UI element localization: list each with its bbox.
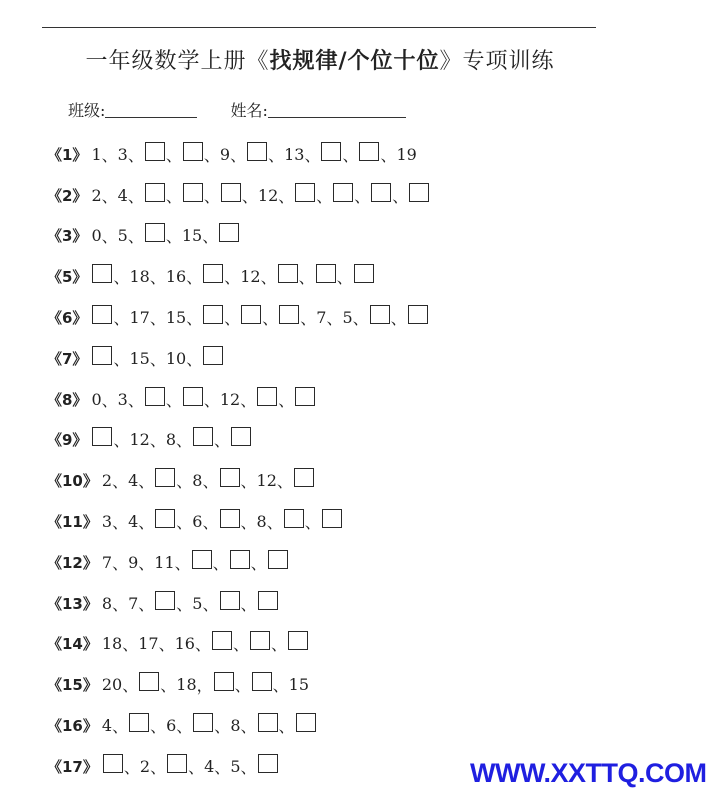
separator: 、 xyxy=(123,757,140,777)
answer-box[interactable] xyxy=(220,468,240,487)
sequence-number: 8 xyxy=(256,512,267,532)
separator: 、 xyxy=(272,676,289,696)
separator: 、 xyxy=(234,676,251,696)
sequence-number: 4 xyxy=(204,756,215,776)
sequence-number: 15 xyxy=(288,675,310,695)
separator: 、 xyxy=(266,513,283,533)
answer-box[interactable] xyxy=(145,142,165,161)
separator: 、 xyxy=(101,145,118,165)
answer-box[interactable] xyxy=(203,264,223,283)
separator: 、 xyxy=(240,717,257,737)
sequence-number: 12 xyxy=(129,430,150,450)
exercise-row xyxy=(47,583,607,624)
separator: 、 xyxy=(112,553,129,573)
separator: 、 xyxy=(138,594,155,614)
answer-box[interactable] xyxy=(183,387,203,406)
separator: 、 xyxy=(174,553,191,573)
answer-box[interactable] xyxy=(193,427,213,446)
answer-box[interactable] xyxy=(409,183,429,202)
answer-box[interactable] xyxy=(231,427,251,446)
sequence-number: 16 xyxy=(165,267,187,287)
separator: 、 xyxy=(149,349,166,369)
separator: 、 xyxy=(112,594,129,614)
answer-box[interactable] xyxy=(145,387,165,406)
sequence-number: 2 xyxy=(91,185,102,205)
sequence-number: 9 xyxy=(219,144,231,164)
sequence-number: 9 xyxy=(128,552,139,572)
exercise-number: 《8》 xyxy=(47,390,88,409)
sequence-number: 3 xyxy=(117,144,128,164)
separator: 、 xyxy=(113,268,130,288)
separator: 、 xyxy=(127,145,144,165)
separator: 、 xyxy=(214,757,231,777)
separator: 、 xyxy=(230,145,247,165)
answer-box[interactable] xyxy=(257,387,277,406)
separator: 、 xyxy=(240,390,257,410)
answer-box[interactable] xyxy=(183,183,203,202)
exercise-number: 《16》 xyxy=(47,717,98,736)
exercise-row xyxy=(47,420,607,461)
separator: 、 xyxy=(122,635,139,655)
separator: 、 xyxy=(127,186,144,206)
separator: 、 xyxy=(316,186,333,206)
sequence-number: 15 xyxy=(181,226,203,246)
answer-box[interactable] xyxy=(221,183,241,202)
sequence-number: 5 xyxy=(117,226,128,246)
separator: 、 xyxy=(233,635,250,655)
separator: 、 xyxy=(214,431,231,451)
separator: 、 xyxy=(262,309,279,329)
watermark-url: WWW.XXTTQ.COM xyxy=(470,758,706,788)
sequence-number: 3 xyxy=(101,512,113,532)
separator: 、 xyxy=(176,431,193,451)
separator: 、 xyxy=(298,268,315,288)
answer-box[interactable] xyxy=(258,591,278,610)
class-label: 班级: xyxy=(68,101,106,120)
answer-box[interactable] xyxy=(250,631,270,650)
sequence-number: 4 xyxy=(128,471,139,491)
separator: 、 xyxy=(203,145,220,165)
answer-box[interactable] xyxy=(258,713,278,732)
separator: 、 xyxy=(354,186,371,206)
exercise-row xyxy=(47,542,607,583)
answer-box[interactable] xyxy=(192,550,212,569)
sequence-number: 8 xyxy=(192,471,203,491)
answer-box[interactable] xyxy=(92,346,112,365)
separator: 、 xyxy=(202,472,219,492)
answer-box[interactable] xyxy=(258,754,278,773)
exercise-number: 《10》 xyxy=(47,472,98,491)
sequence-number: 17 xyxy=(138,634,159,654)
sequence-number: 4 xyxy=(117,185,128,205)
exercise-row xyxy=(47,216,607,257)
separator: 、 xyxy=(176,472,193,492)
sequence-number: 12 xyxy=(219,389,241,409)
separator: 、 xyxy=(240,594,257,614)
separator: 、 xyxy=(203,186,220,206)
sequence-number: 6 xyxy=(166,716,177,736)
answer-box[interactable] xyxy=(92,305,112,324)
exercise-row xyxy=(47,297,607,338)
answer-box[interactable] xyxy=(370,305,390,324)
exercise-row xyxy=(47,501,607,542)
answer-box[interactable] xyxy=(288,631,308,650)
sequence-number: 13 xyxy=(284,144,305,164)
class-blank[interactable] xyxy=(105,101,197,118)
answer-box[interactable] xyxy=(220,509,240,528)
separator: 、 xyxy=(224,309,241,329)
sequence-number: 4 xyxy=(128,512,139,532)
sequence-number: 7 xyxy=(128,593,139,613)
separator: 、 xyxy=(186,268,203,288)
sequence-number: 8 xyxy=(230,716,241,736)
separator: 、 xyxy=(300,309,317,329)
sequence-number: 20 xyxy=(101,675,123,695)
separator: 、 xyxy=(240,513,257,533)
separator: 、 xyxy=(165,145,182,165)
sequence-number: 15 xyxy=(165,308,187,328)
exercise-number: 《15》 xyxy=(47,676,98,695)
separator: 、 xyxy=(224,268,241,288)
answer-box[interactable] xyxy=(103,754,123,773)
answer-box[interactable] xyxy=(219,223,239,242)
answer-box[interactable] xyxy=(92,264,112,283)
sequence-number: 12 xyxy=(240,267,261,287)
exercise-row xyxy=(47,175,607,216)
separator: ， xyxy=(196,676,213,696)
top-divider-line xyxy=(42,27,596,28)
answer-box[interactable] xyxy=(214,672,234,691)
title-suffix: 》专项训练 xyxy=(439,49,555,74)
exercise-row xyxy=(47,460,607,501)
answer-box[interactable] xyxy=(145,183,165,202)
answer-box[interactable] xyxy=(322,509,342,528)
separator: 、 xyxy=(158,635,175,655)
separator: 、 xyxy=(202,227,219,247)
separator: 、 xyxy=(250,553,267,573)
sequence-number: 5 xyxy=(192,593,203,613)
answer-box[interactable] xyxy=(145,223,165,242)
separator: 、 xyxy=(278,390,295,410)
separator: 、 xyxy=(113,309,130,329)
separator: 、 xyxy=(304,513,321,533)
name-blank[interactable] xyxy=(268,101,406,118)
exercise-number: 《2》 xyxy=(47,186,88,205)
exercise-number: 《13》 xyxy=(47,594,98,613)
answer-box[interactable] xyxy=(167,754,187,773)
separator: 、 xyxy=(160,676,177,696)
exercise-number: 《12》 xyxy=(47,553,98,572)
answer-box[interactable] xyxy=(193,713,213,732)
separator: 、 xyxy=(127,390,144,410)
exercise-number: 《1》 xyxy=(47,145,88,164)
separator: 、 xyxy=(202,594,219,614)
separator: 、 xyxy=(278,717,295,737)
name-label: 姓名: xyxy=(230,101,268,120)
separator: 、 xyxy=(240,472,257,492)
answer-box[interactable] xyxy=(220,591,240,610)
separator: 、 xyxy=(271,635,288,655)
answer-box[interactable] xyxy=(278,264,298,283)
separator: 、 xyxy=(113,431,130,451)
separator: 、 xyxy=(101,186,118,206)
separator: 、 xyxy=(138,553,155,573)
sequence-number: 15 xyxy=(129,348,150,368)
exercise-number: 《9》 xyxy=(47,431,88,450)
separator: 、 xyxy=(380,145,397,165)
separator: 、 xyxy=(188,757,205,777)
separator: 、 xyxy=(390,309,407,329)
answer-box[interactable] xyxy=(371,183,391,202)
sequence-number: 10 xyxy=(165,348,187,368)
separator: 、 xyxy=(149,309,166,329)
answer-box[interactable] xyxy=(241,305,261,324)
answer-box[interactable] xyxy=(268,550,288,569)
separator: 、 xyxy=(304,145,321,165)
answer-box[interactable] xyxy=(92,427,112,446)
exercise-row xyxy=(47,256,607,297)
exercise-number: 《14》 xyxy=(47,635,98,654)
separator: 、 xyxy=(149,431,166,451)
student-info-line xyxy=(68,98,406,121)
separator: 、 xyxy=(326,309,343,329)
separator: 、 xyxy=(342,145,359,165)
separator: 、 xyxy=(150,757,167,777)
separator: 、 xyxy=(165,390,182,410)
separator: 、 xyxy=(186,309,203,329)
answer-box[interactable] xyxy=(230,550,250,569)
exercise-row xyxy=(47,134,607,175)
sequence-number: 11 xyxy=(154,552,175,572)
sequence-number: 7 xyxy=(101,552,113,572)
exercise-row xyxy=(47,624,607,665)
exercise-number: 《5》 xyxy=(47,268,88,287)
sequence-number: 0 xyxy=(91,226,102,246)
separator: 、 xyxy=(212,553,229,573)
sequence-number: 18 xyxy=(176,675,197,695)
sequence-number: 8 xyxy=(165,430,177,450)
sequence-number: 0 xyxy=(91,389,102,409)
answer-box[interactable] xyxy=(203,305,223,324)
separator: 、 xyxy=(194,635,211,655)
separator: 、 xyxy=(122,676,139,696)
answer-box[interactable] xyxy=(252,672,272,691)
separator: 、 xyxy=(336,268,353,288)
sequence-number: 16 xyxy=(174,634,195,654)
sequence-number: 18 xyxy=(129,267,150,287)
answer-box[interactable] xyxy=(316,264,336,283)
sequence-number: 8 xyxy=(101,593,113,613)
separator: 、 xyxy=(176,513,193,533)
sequence-number: 3 xyxy=(117,389,128,409)
separator: 、 xyxy=(112,472,129,492)
worksheet-title xyxy=(0,44,640,75)
separator: 、 xyxy=(276,472,293,492)
exercise-row xyxy=(47,338,607,379)
answer-box[interactable] xyxy=(155,468,175,487)
separator: 、 xyxy=(127,227,144,247)
sequence-number: 5 xyxy=(342,308,353,328)
answer-box[interactable] xyxy=(321,142,341,161)
answer-box[interactable] xyxy=(294,468,314,487)
answer-box[interactable] xyxy=(296,713,316,732)
title-prefix: 一年级数学上册《 xyxy=(85,49,270,74)
answer-box[interactable] xyxy=(155,509,175,528)
separator: 、 xyxy=(176,594,193,614)
answer-box[interactable] xyxy=(139,672,159,691)
sequence-number: 2 xyxy=(101,471,113,491)
sequence-number: 6 xyxy=(192,512,203,532)
answer-box[interactable] xyxy=(354,264,374,283)
sequence-number: 7 xyxy=(316,308,327,328)
separator: 、 xyxy=(203,390,220,410)
separator: 、 xyxy=(101,227,118,247)
answer-box[interactable] xyxy=(408,305,428,324)
exercise-number: 《17》 xyxy=(47,757,98,776)
answer-box[interactable] xyxy=(359,142,379,161)
sequence-number: 12 xyxy=(256,471,277,491)
exercise-list xyxy=(47,134,607,787)
separator: 、 xyxy=(240,757,257,777)
answer-box[interactable] xyxy=(295,183,315,202)
answer-box[interactable] xyxy=(295,387,315,406)
separator: 、 xyxy=(260,268,277,288)
separator: 、 xyxy=(101,390,118,410)
answer-box[interactable] xyxy=(203,346,223,365)
separator: 、 xyxy=(268,145,285,165)
exercise-row xyxy=(47,379,607,420)
separator: 、 xyxy=(149,268,166,288)
exercise-number: 《11》 xyxy=(47,513,98,532)
separator: 、 xyxy=(150,717,167,737)
separator: 、 xyxy=(165,186,182,206)
sequence-number: 19 xyxy=(396,144,417,164)
separator: 、 xyxy=(214,717,231,737)
sequence-number: 1 xyxy=(91,144,102,164)
separator: 、 xyxy=(113,349,130,369)
sequence-number: 12 xyxy=(257,185,279,205)
answer-box[interactable] xyxy=(279,305,299,324)
exercise-number: 《3》 xyxy=(47,227,88,246)
separator: 、 xyxy=(278,186,295,206)
sequence-number: 18 xyxy=(101,634,123,654)
answer-box[interactable] xyxy=(155,591,175,610)
separator: 、 xyxy=(112,513,129,533)
sequence-number: 5 xyxy=(230,756,241,776)
separator: 、 xyxy=(186,349,203,369)
sequence-number: 4 xyxy=(101,716,113,736)
separator: 、 xyxy=(352,309,369,329)
sequence-number: 17 xyxy=(129,308,150,328)
exercise-row xyxy=(47,664,607,705)
answer-box[interactable] xyxy=(333,183,353,202)
answer-box[interactable] xyxy=(129,713,149,732)
exercise-number: 《7》 xyxy=(47,349,88,368)
separator: 、 xyxy=(112,717,129,737)
separator: 、 xyxy=(176,717,193,737)
exercise-row xyxy=(47,705,607,746)
title-topic: 找规律/个位十位 xyxy=(269,49,440,74)
separator: 、 xyxy=(138,513,155,533)
separator: 、 xyxy=(392,186,409,206)
answer-box[interactable] xyxy=(284,509,304,528)
separator: 、 xyxy=(202,513,219,533)
separator: 、 xyxy=(165,227,182,247)
separator: 、 xyxy=(138,472,155,492)
sequence-number: 2 xyxy=(139,756,151,776)
answer-box[interactable] xyxy=(183,142,203,161)
answer-box[interactable] xyxy=(212,631,232,650)
exercise-number: 《6》 xyxy=(47,309,88,328)
answer-box[interactable] xyxy=(247,142,267,161)
separator: 、 xyxy=(241,186,258,206)
